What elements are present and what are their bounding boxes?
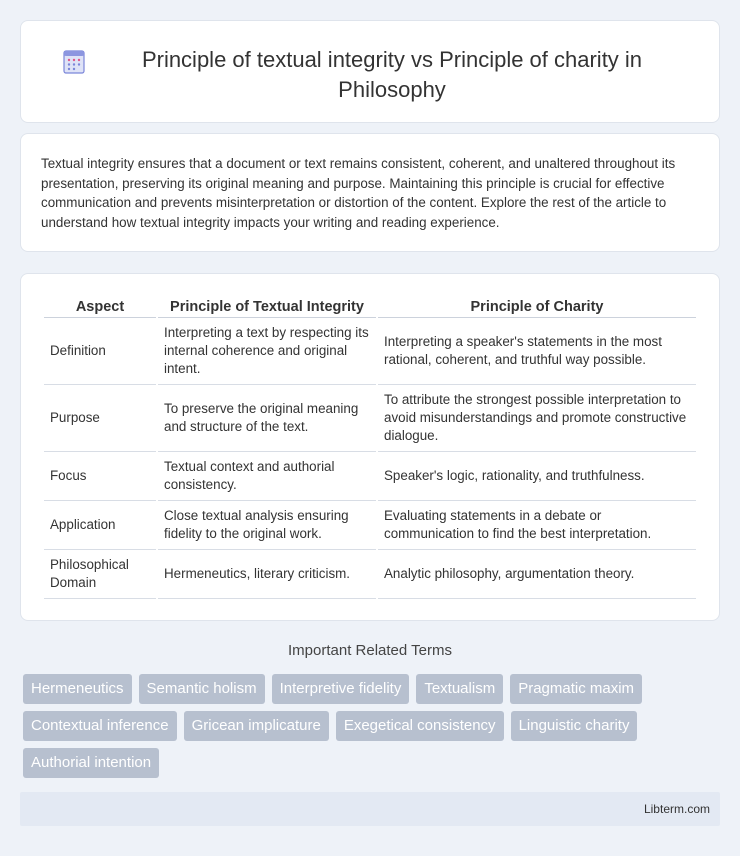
- related-term-tag[interactable]: Authorial intention: [23, 748, 159, 778]
- table-cell: Hermeneutics, literary criticism.: [158, 550, 376, 599]
- comparison-table: [42, 294, 698, 599]
- document-icon: [61, 49, 87, 75]
- header-charity: Principle of Charity: [378, 294, 696, 318]
- related-terms-list: [23, 674, 723, 785]
- table-cell: Evaluating statements in a debate or communication to find the best interpretation.: [378, 501, 696, 550]
- related-term-tag[interactable]: Interpretive fidelity: [272, 674, 410, 704]
- related-term-tag[interactable]: Pragmatic maxim: [510, 674, 642, 704]
- footer: [20, 792, 720, 826]
- footer-site-link[interactable]: Libterm.com: [643, 802, 710, 816]
- table-row: [44, 501, 696, 550]
- table-cell: Speaker's logic, rationality, and truthfulness.: [378, 452, 696, 501]
- table-cell: Close textual analysis ensuring fidelity to the original work.: [158, 501, 376, 550]
- table-cell: Interpreting a speaker's statements in the most rational, coherent, and truthful way possible.: [378, 318, 696, 385]
- table-cell: Definition: [44, 318, 156, 385]
- table-cell: Purpose: [44, 385, 156, 452]
- table-cell: Focus: [44, 452, 156, 501]
- related-terms-heading: Important Related Terms: [288, 642, 452, 659]
- related-term-tag[interactable]: Linguistic charity: [511, 711, 638, 741]
- table-cell: Philosophical Domain: [44, 550, 156, 599]
- table-cell: Textual context and authorial consistency.: [158, 452, 376, 501]
- related-term-tag[interactable]: Contextual inference: [23, 711, 177, 741]
- table-row: [44, 550, 696, 599]
- intro-card: [20, 133, 720, 252]
- related-term-tag[interactable]: Semantic holism: [139, 674, 265, 704]
- title-card: [20, 20, 720, 123]
- table-row: [44, 318, 696, 385]
- comparison-card: [20, 273, 720, 621]
- related-term-tag[interactable]: Textualism: [416, 674, 503, 704]
- intro-paragraph: Textual integrity ensures that a document or text remains consistent, coherent, and unaltered throughout its presentation, preserving its original meaning and purpose. Maintaining this principle is crucial for effective communication and prevents misinterpretation or distortion of the content. Explore the rest of the article to understand how textual integrity impacts your writing and reading experience.: [41, 156, 676, 230]
- table-row: [44, 452, 696, 501]
- table-cell: Interpreting a text by respecting its internal coherence and original intent.: [158, 318, 376, 385]
- table-header-row: [44, 294, 696, 318]
- table-cell: To preserve the original meaning and structure of the text.: [158, 385, 376, 452]
- related-term-tag[interactable]: Gricean implicature: [184, 711, 329, 741]
- page-title: Principle of textual integrity vs Principle of charity in Philosophy: [141, 47, 643, 102]
- related-term-tag[interactable]: Hermeneutics: [23, 674, 132, 704]
- header-textual-integrity: Principle of Textual Integrity: [158, 294, 376, 318]
- table-row: [44, 385, 696, 452]
- table-cell: Application: [44, 501, 156, 550]
- related-term-tag[interactable]: Exegetical consistency: [336, 711, 504, 741]
- header-aspect: Aspect: [44, 294, 156, 318]
- table-cell: Analytic philosophy, argumentation theory.: [378, 550, 696, 599]
- table-cell: To attribute the strongest possible interpretation to avoid misunderstandings and promote constructive dialogue.: [378, 385, 696, 452]
